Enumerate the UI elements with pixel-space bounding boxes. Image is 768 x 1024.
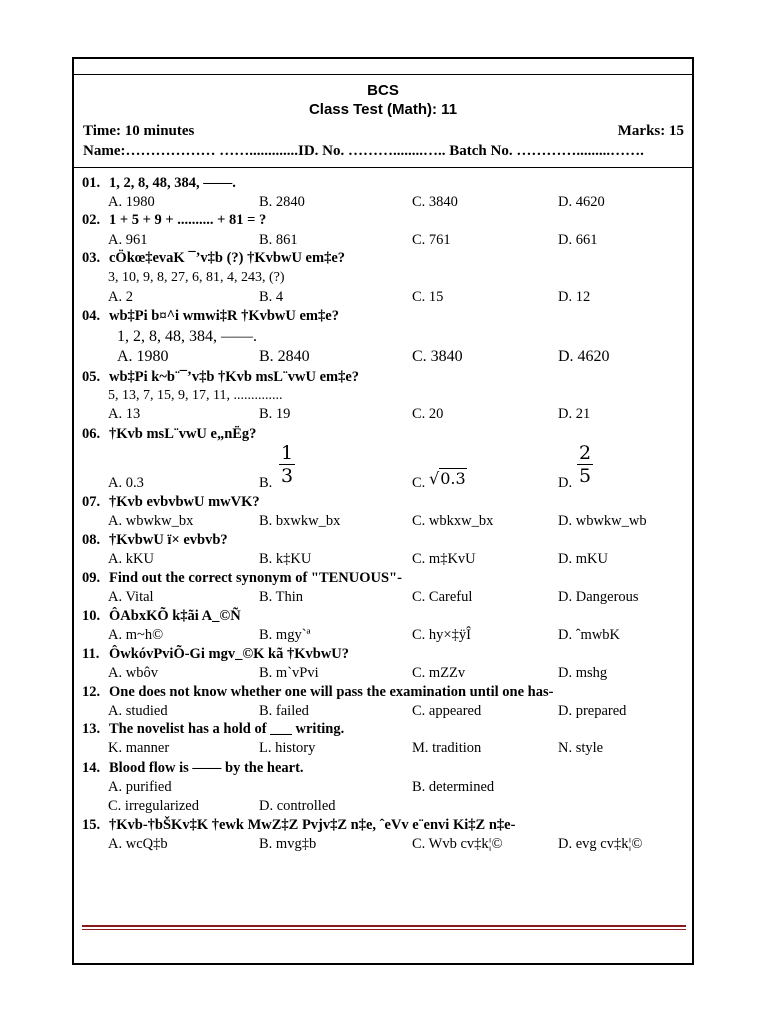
option-c: C. 3840 <box>412 194 458 210</box>
option-b: B. 4 <box>259 289 284 305</box>
question-06: 06. †Kvb msL¨vwU e„nËg? <box>82 426 257 442</box>
footer-rule-thin <box>82 929 686 930</box>
option-d: D. 21 <box>558 406 591 422</box>
option-a: A. studied <box>108 703 168 719</box>
option-a: A. 1980 <box>108 194 155 210</box>
option-c: C. Careful <box>412 589 473 605</box>
number-sequence: 3, 10, 9, 8, 27, 6, 81, 4, 243, (?) <box>108 270 285 285</box>
option-d: D. wbwkw_wb <box>558 513 647 529</box>
option-b: B. m`vPvi <box>259 665 319 681</box>
option-a: A. 1980 <box>117 348 169 365</box>
question-14: 14. Blood flow is —— by the heart. <box>82 760 304 776</box>
option-d: D. 4620 <box>558 348 610 365</box>
option-c: C. hy×‡ÿÎ <box>412 627 471 643</box>
option-a: A. wbwkw_bx <box>108 513 194 529</box>
question-01: 01. 1, 2, 8, 48, 384, ——. <box>82 175 236 191</box>
option-c: C. <box>412 475 426 491</box>
option-b: B. bxwkw_bx <box>259 513 341 529</box>
question-12: 12. One does not know whether one will pass the examination until one has- <box>82 684 554 700</box>
question-08: 08. †KvbwU ï× evbvb? <box>82 532 228 548</box>
number-sequence: 1, 2, 8, 48, 384, ——. <box>117 328 257 345</box>
option-c: C. irregularized <box>108 798 199 814</box>
question-04: 04. wb‡Pi b¤^i wmwi‡R †KvbwU em‡e? <box>82 308 339 324</box>
question-05: 05. wb‡Pi k~b¨¯’v‡b †Kvb msL¨vwU em‡e? <box>82 369 360 385</box>
option-a: A. kKU <box>108 551 154 567</box>
option-b: B. 2840 <box>259 194 305 210</box>
option-d: D. controlled <box>259 798 336 814</box>
option-b: B. 19 <box>259 406 291 422</box>
option-n: N. style <box>558 740 604 756</box>
option-d: D. <box>558 475 573 491</box>
test-title: Class Test (Math): 11 <box>308 101 458 118</box>
option-c: C. wbkxw_bx <box>412 513 494 529</box>
option-c: C. m‡KvU <box>412 551 476 567</box>
option-b: B. <box>259 475 273 491</box>
question-03: 03. cÖkœ‡evaK ¯’v‡b (?) †KvbwU em‡e? <box>82 250 346 266</box>
option-k: K. manner <box>108 740 170 756</box>
option-a: A. 13 <box>108 406 141 422</box>
option-c: C. Wvb cv‡k¦© <box>412 836 503 852</box>
square-root-expression: √0.3 <box>429 469 466 488</box>
option-c: C. appeared <box>412 703 482 719</box>
option-c: C. 761 <box>412 232 451 248</box>
option-d: D. evg cv‡k¦© <box>558 836 643 852</box>
option-d: D. 4620 <box>558 194 605 210</box>
fraction-two-fifths: 2 5 <box>578 442 592 487</box>
question-13: 13. The novelist has a hold of ___ writing. <box>82 721 345 737</box>
option-d: D. mshg <box>558 665 608 681</box>
time-label: Time: 10 minutes <box>83 123 195 139</box>
option-d: D. 661 <box>558 232 598 248</box>
page-frame <box>72 57 694 965</box>
option-b: B. determined <box>412 779 495 795</box>
option-a: A. wbôv <box>108 665 158 681</box>
option-a: A. 2 <box>108 289 133 305</box>
name-id-batch-line: Name:……………… …….............ID. No. ………........….. Batch No. ………….........……. <box>83 143 644 159</box>
option-l: L. history <box>259 740 316 756</box>
question-09: 09. Find out the correct synonym of "TENUOUS"- <box>82 570 402 586</box>
option-c: C. 3840 <box>412 348 463 365</box>
footer-rule <box>82 925 686 927</box>
option-c: C. 15 <box>412 289 444 305</box>
option-b: B. failed <box>259 703 309 719</box>
option-b: B. Thin <box>259 589 304 605</box>
option-d: D. mKU <box>558 551 608 567</box>
option-b: B. 861 <box>259 232 298 248</box>
question-10: 10. ÔAbxKÕ k‡ãi A_©Ñ <box>82 608 241 624</box>
option-a: A. 0.3 <box>108 475 144 491</box>
option-c: C. 20 <box>412 406 444 422</box>
option-d: D. Dangerous <box>558 589 639 605</box>
option-a: A. m~h© <box>108 627 164 643</box>
question-02: 02. 1 + 5 + 9 + .......... + 81 = ? <box>82 212 267 228</box>
question-07: 07. †Kvb evbvbwU mwVK? <box>82 494 260 510</box>
option-b: B. mvg‡b <box>259 836 317 852</box>
option-d: D. prepared <box>558 703 627 719</box>
option-a: A. Vital <box>108 589 154 605</box>
option-d: D. 12 <box>558 289 591 305</box>
option-b: B. k‡KU <box>259 551 312 567</box>
fraction-one-third: 1 3 <box>280 442 294 487</box>
option-b: B. mgy`ª <box>259 627 311 643</box>
option-m: M. tradition <box>412 740 482 756</box>
option-a: A. wcQ‡b <box>108 836 168 852</box>
number-sequence: 5, 13, 7, 15, 9, 17, 11, .............. <box>108 388 283 403</box>
question-11: 11. ÔwkóvPviÕ-Gi mgv_©K kã †KvbwU? <box>82 646 350 662</box>
marks-label: Marks: 15 <box>617 123 684 139</box>
question-15: 15. †Kvb-†bŠKv‡K †ewk MwZ‡Z Pvjv‡Z n‡e, ˆeVv e¨envi Ki‡Z n‡e- <box>82 817 516 833</box>
option-a: A. purified <box>108 779 172 795</box>
test-header <box>74 74 692 168</box>
option-d: D. ˆmwbK <box>558 627 621 643</box>
option-a: A. 961 <box>108 232 148 248</box>
option-c: C. mZZv <box>412 665 466 681</box>
option-b: B. 2840 <box>259 348 310 365</box>
org-title: BCS <box>367 82 399 99</box>
